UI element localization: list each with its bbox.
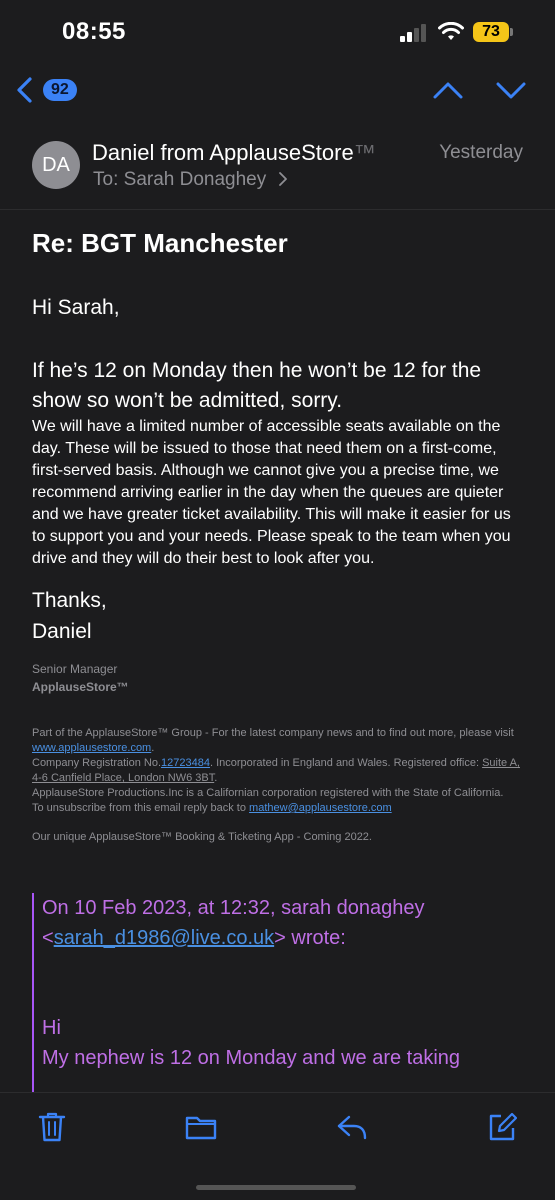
office-address[interactable]: Suite A, 4-6 Canfield Place, London NW6 3BT	[32, 757, 520, 784]
sender-name-text: Daniel from ApplauseStore	[92, 140, 354, 165]
footer-registration: Company Registration No.12723484. Incorporated in England and Wales. Registered office: Suite A, 4-6 Canfield Place, London NW6 3BT.	[32, 757, 520, 784]
footer-unsubscribe: To unsubscribe from this email reply back to mathew@applausestore.com	[32, 802, 392, 814]
reply-icon[interactable]	[336, 1111, 368, 1143]
sender-avatar[interactable]: DA	[32, 141, 80, 189]
previous-message-icon[interactable]	[432, 76, 464, 104]
recipient-name: Sarah Donaghey	[123, 169, 267, 190]
sender-trademark: ™	[353, 140, 376, 165]
signoff-thanks: Thanks,	[32, 589, 107, 612]
footer-group-line: Part of the ApplauseStore™ Group - For the latest company news and to find out more, please visit www.applausestore.com.	[32, 727, 514, 754]
email-header	[0, 118, 555, 210]
mail-nav-bar	[0, 70, 555, 118]
quote-line-1: Hi	[42, 1017, 61, 1039]
quoted-message	[32, 893, 532, 1092]
email-subject: Re: BGT Manchester	[32, 228, 288, 258]
signoff-name: Daniel	[32, 620, 92, 643]
email-footer	[32, 726, 527, 845]
quote-header: On 10 Feb 2023, at 12:32, sarah donaghey <sarah_d1986@live.co.uk> wrote:	[42, 897, 425, 949]
email-lead-text: If he’s 12 on Monday then he won’t be 12 for the show so won’t be admitted, sorry.	[32, 359, 482, 412]
recipient-line[interactable]	[93, 169, 288, 191]
website-link[interactable]: www.applausestore.com	[32, 742, 152, 754]
to-label: To:	[93, 169, 119, 190]
back-chevron-icon[interactable]	[14, 76, 36, 104]
compose-icon[interactable]	[487, 1111, 517, 1143]
signature-role: Senior Manager	[32, 662, 118, 676]
signature-company: ApplauseStore™	[32, 680, 129, 694]
battery-tip	[510, 28, 513, 36]
wifi-icon	[438, 22, 464, 42]
quote-line-2: My nephew is 12 on Monday and we are taking	[42, 1047, 461, 1069]
next-message-icon[interactable]	[495, 76, 527, 104]
footer-app-note: Our unique ApplauseStore™ Booking & Ticketing App - Coming 2022.	[32, 831, 372, 843]
email-date: Yesterday	[439, 142, 523, 163]
quote-email-link[interactable]: sarah_d1986@live.co.uk	[53, 927, 275, 949]
trash-icon[interactable]	[37, 1111, 67, 1143]
unsubscribe-email-link[interactable]: mathew@applausestore.com	[249, 802, 392, 814]
bottom-toolbar	[0, 1092, 555, 1200]
sender-name[interactable]	[92, 140, 376, 166]
battery-indicator: 73	[473, 22, 509, 42]
email-paragraph: We will have a limited number of accessible seats available on the day. These will be issued to those that need them on a first-come, first-served basis. Although we cannot give you a precise time, we recommend arriving earlier in the day when the queues are quieter and we have greater ticket availability. This will make it easier for us to support you and your needs. Please speak to the team when you drive and they will do their best to look after you.	[32, 418, 511, 567]
chevron-right-icon	[278, 172, 288, 186]
email-body[interactable]	[0, 210, 555, 1092]
email-signoff	[32, 585, 107, 647]
folder-icon[interactable]	[185, 1111, 217, 1143]
unread-count-badge[interactable]: 92	[43, 79, 77, 101]
home-indicator	[196, 1185, 356, 1190]
registration-number-link[interactable]: 12723484	[161, 757, 210, 769]
email-greeting: Hi Sarah,	[32, 296, 120, 319]
footer-productions: ApplauseStore Productions.Inc is a Californian corporation registered with the State of California.	[32, 787, 504, 799]
status-time: 08:55	[62, 18, 126, 45]
cellular-signal-icon	[400, 24, 428, 42]
status-bar	[0, 0, 555, 70]
